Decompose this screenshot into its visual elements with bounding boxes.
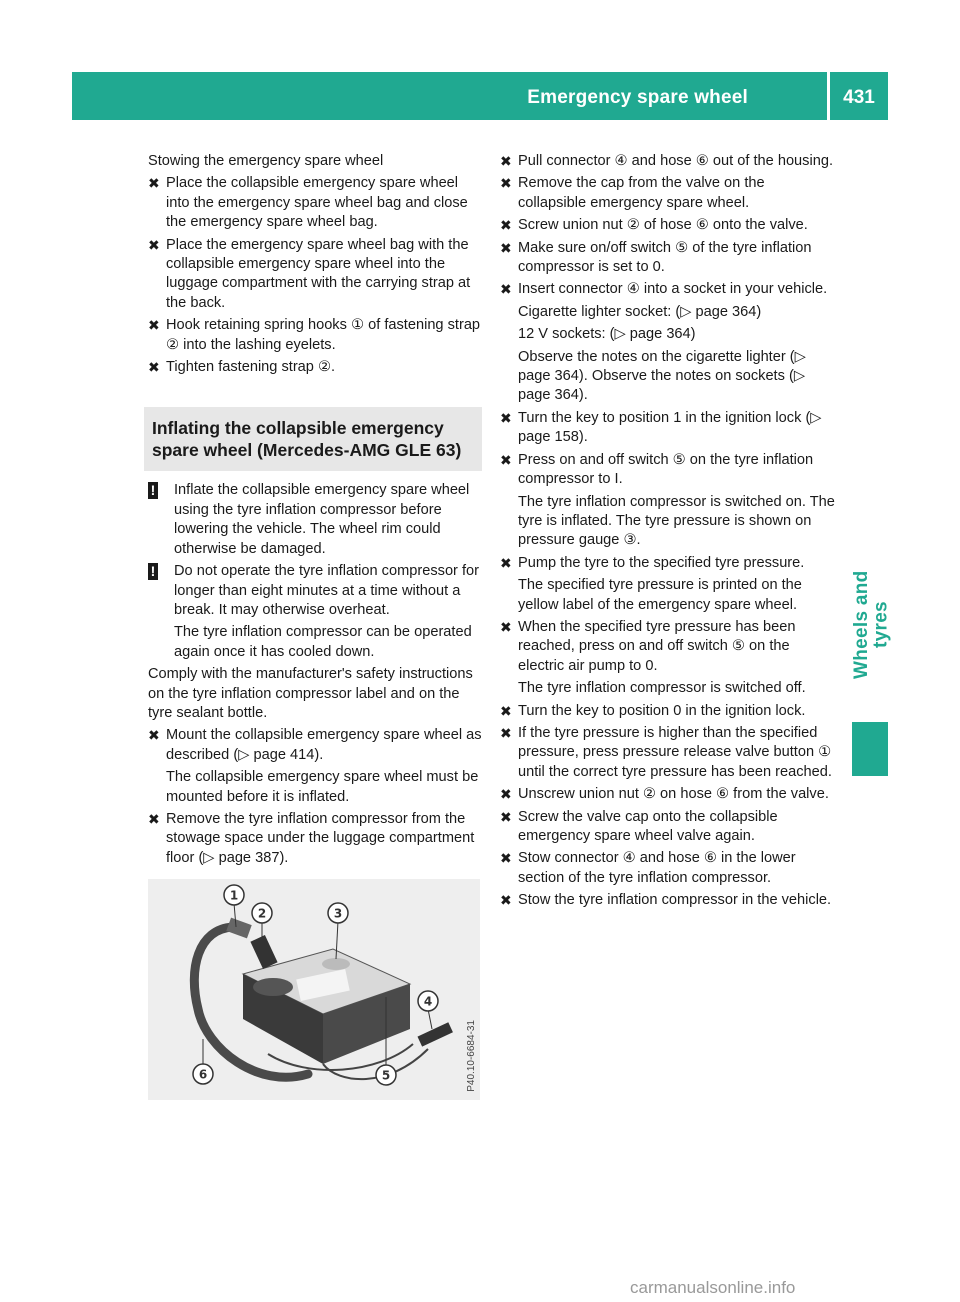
compressor-illustration: [148, 879, 480, 1100]
figure-code: P40.10-6684-31: [466, 1020, 477, 1092]
left-column: [148, 152, 482, 871]
step-marker-icon: ✖: [148, 810, 160, 827]
section-title: Emergency spare wheel: [527, 87, 748, 108]
svg-text:6: 6: [198, 1067, 208, 1082]
warning-icon: !: [148, 563, 158, 580]
svg-text:1: 1: [229, 888, 239, 903]
step-marker-icon: ✖: [500, 724, 512, 741]
step-marker-icon: ✖: [500, 554, 512, 571]
stowing-intro: Stowing the emergency spare wheel: [148, 153, 384, 169]
warning-note: ! Inflate the collapsible emergency spare wheel using the tyre inflation compressor before lowering the vehicle. The wheel rim could otherwise be damaged.: [148, 481, 482, 559]
step-marker-icon: ✖: [500, 239, 512, 256]
chapter-tab-label: Wheels and tyres: [851, 570, 892, 680]
step-marker-icon: ✖: [500, 808, 512, 825]
instruction-step: ✖ Screw union nut ② of hose ⑥ onto the valve.: [500, 216, 836, 235]
step-marker-icon: ✖: [148, 317, 160, 334]
instruction-step: ✖ Stow the tyre inflation compressor in the vehicle.: [500, 891, 836, 910]
instruction-step: ✖ Stow connector ④ and hose ⑥ in the lower section of the tyre inflation compressor.: [500, 850, 796, 886]
step-marker-icon: ✖: [148, 236, 160, 253]
instruction-step: ✖ Remove the cap from the valve on the collapsible emergency spare wheel.: [500, 175, 765, 211]
instruction-step: ✖ If the tyre pressure is higher than the specified pressure, press pressure release valve button ① until the correct tyre pressure has been reached.: [500, 724, 832, 780]
step-marker-icon: ✖: [148, 359, 160, 376]
instruction-step: ✖ Turn the key to position 1 in the ignition lock (▷ page 158).: [500, 409, 822, 446]
svg-text:2: 2: [257, 906, 267, 921]
step-marker-icon: ✖: [500, 153, 512, 169]
header-divider: [827, 72, 830, 120]
svg-text:4: 4: [423, 994, 433, 1009]
instruction-step: ✖ Press on and off switch ⑤ on the tyre inflation compressor to I.: [500, 451, 814, 488]
section-heading: Inflating the collapsible emergency spare wheel (Mercedes-AMG GLE 63): [144, 407, 482, 471]
step-marker-icon: ✖: [500, 892, 512, 909]
instruction-step: ✖ Place the collapsible emergency spare wheel into the emergency spare wheel bag and close the emergency spare wheel bag.: [148, 175, 468, 231]
warning-note: ! Do not operate the tyre inflation compressor for longer than eight minutes at a time without a break. It may otherwise overheat.: [148, 562, 482, 620]
watermark: carmanualsonline.info: [630, 1278, 796, 1297]
step-note: Observe the notes on the cigarette lighter (▷ page 364). Observe the notes on sockets (▷ page 364).: [518, 348, 806, 404]
warning-icon: !: [148, 482, 158, 499]
step-note: The specified tyre pressure is printed on the yellow label of the emergency spare wheel.: [518, 577, 802, 613]
instruction-step: ✖ Pull connector ④ and hose ⑥ out of the housing.: [500, 152, 836, 171]
instruction-step: ✖ Insert connector ④ into a socket in your vehicle.: [500, 280, 836, 299]
tyre-compressor-drawing: [148, 879, 480, 1100]
instruction-step: ✖ Remove the tyre inflation compressor from the stowage space under the luggage compartment floor (▷ page 387).: [148, 810, 475, 866]
chapter-tab-marker: [852, 722, 888, 776]
warning-followup: The tyre inflation compressor can be operated again once it has cooled down.: [174, 624, 472, 660]
right-column: [500, 152, 836, 914]
step-note: 12 V sockets: (▷ page 364): [518, 326, 696, 343]
step-marker-icon: ✖: [148, 175, 160, 192]
instruction-step: ✖ Place the emergency spare wheel bag with the collapsible emergency spare wheel into the luggage compartment with the carrying strap at the back.: [148, 236, 471, 311]
instruction-step: ✖ Unscrew union nut ② on hose ⑥ from the valve.: [500, 785, 836, 804]
step-marker-icon: ✖: [500, 217, 512, 234]
instruction-step: ✖ When the specified tyre pressure has been reached, press on and off switch ⑤ on the electric air pump to 0.: [500, 618, 796, 674]
page-number: 431: [843, 87, 875, 108]
step-note: Cigarette lighter socket: (▷ page 364): [518, 303, 762, 320]
step-note: The tyre inflation compressor is switched off.: [518, 680, 806, 697]
instruction-step: ✖ Tighten fastening strap ②.: [148, 358, 482, 377]
instruction-step: ✖ Make sure on/off switch ⑤ of the tyre inflation compressor is set to 0.: [500, 239, 812, 276]
step-note: The collapsible emergency spare wheel must be mounted before it is inflated.: [166, 769, 479, 805]
instruction-step: ✖ Mount the collapsible emergency spare wheel as described (▷ page 414).: [148, 727, 482, 763]
svg-text:3: 3: [333, 906, 343, 921]
step-marker-icon: ✖: [500, 175, 512, 192]
svg-text:5: 5: [381, 1068, 391, 1083]
instruction-step: ✖ Screw the valve cap onto the collapsible emergency spare wheel valve again.: [500, 808, 778, 844]
step-marker-icon: ✖: [500, 409, 512, 426]
step-marker-icon: ✖: [148, 727, 160, 744]
step-marker-icon: ✖: [500, 451, 512, 468]
instruction-step: ✖ Turn the key to position 0 in the ignition lock.: [500, 702, 836, 721]
step-marker-icon: ✖: [500, 281, 512, 298]
page-header: [72, 72, 888, 120]
instruction-step: ✖ Pump the tyre to the specified tyre pressure.: [500, 554, 836, 573]
step-marker-icon: ✖: [500, 786, 512, 803]
instruction-step: ✖ Hook retaining spring hooks ① of fastening strap ② into the lashing eyelets.: [148, 317, 481, 353]
step-marker-icon: ✖: [500, 850, 512, 867]
step-note: The tyre inflation compressor is switched on. The tyre is inflated. The tyre pressure is shown on pressure gauge ③.: [518, 493, 835, 549]
step-marker-icon: ✖: [500, 618, 512, 635]
comply-paragraph: Comply with the manufacturer's safety instructions on the tyre inflation compressor label and on the tyre sealant bottle.: [148, 666, 473, 721]
step-marker-icon: ✖: [500, 702, 512, 719]
